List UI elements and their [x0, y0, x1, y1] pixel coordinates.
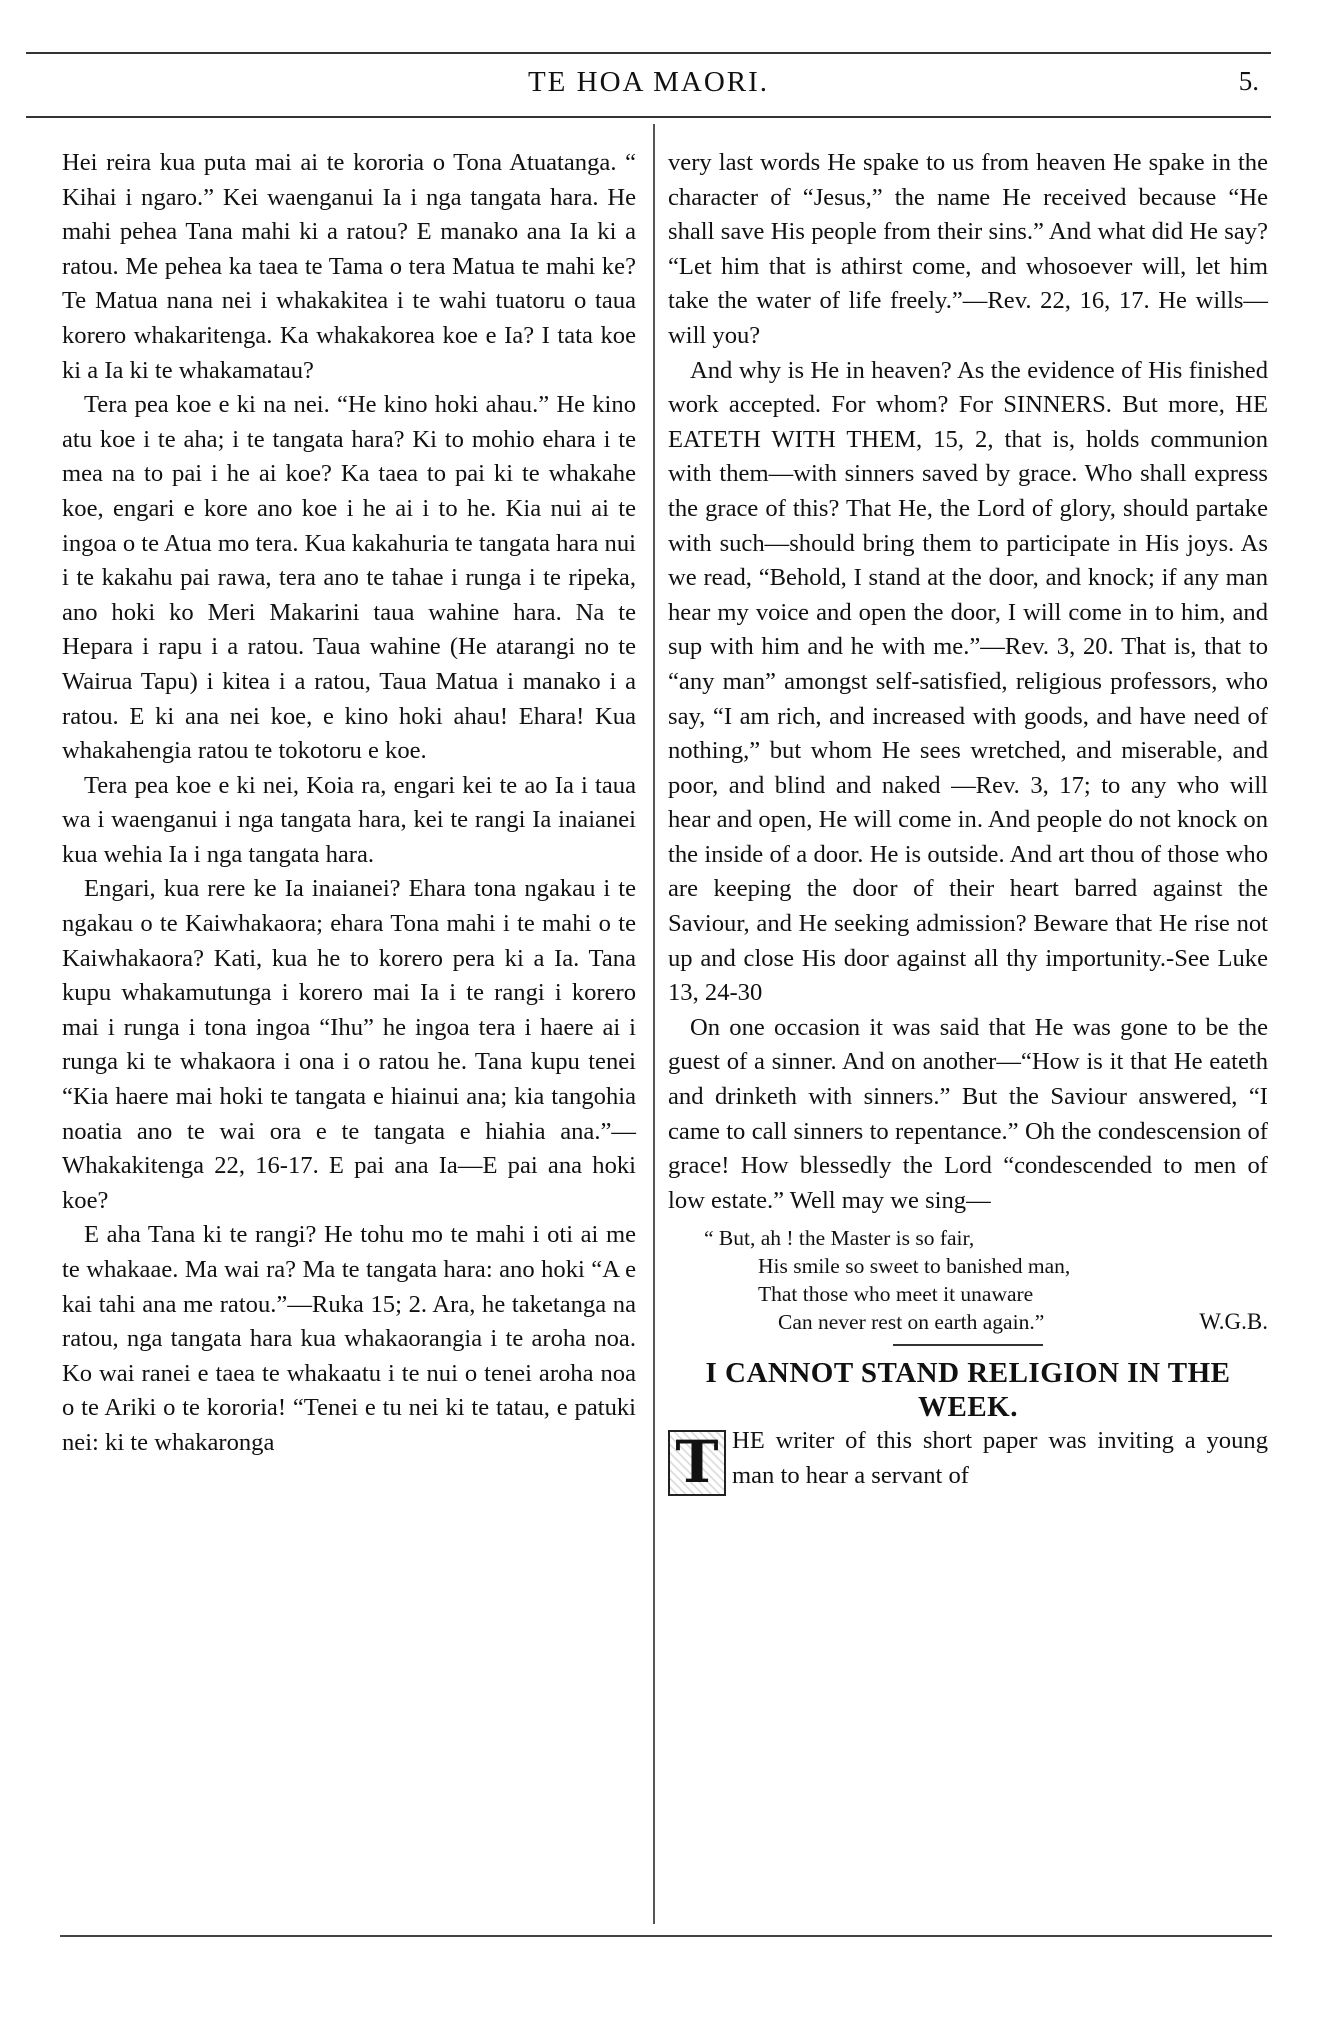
header-rule [26, 116, 1271, 118]
column-divider [653, 124, 655, 1924]
article-opening-text: HE writer of this short paper was inviting a young man to hear a servant of [732, 1427, 1268, 1489]
poem-signature: W.G.B. [1199, 1309, 1268, 1335]
section-rule [893, 1344, 1043, 1346]
poem-line: His smile so sweet to banished man, [758, 1254, 1071, 1279]
top-rule [26, 52, 1271, 54]
left-paragraph-3: Tera pea koe e ki nei, Koia ra, engari kei te ao Ia i taua wa i waenganui i nga tangata hara, kei te rangi Ia inaianei kua wehia Ia i nga tangata hara. [62, 771, 636, 868]
article-opening-paragraph [668, 1424, 1268, 1497]
section-heading: I CANNOT STAND RELIGION IN THE WEEK. [705, 1357, 1231, 1424]
running-title: TE HOA MAORI. [527, 66, 770, 98]
right-paragraph-1: very last words He spake to us from heaven He spake in the character of “Jesus,” the name He received because “He shall save His people from their sins.” And what did He say? “Let him that is athirst come, and whosoever will, let him take the water of life freely.”—Rev. 22, 16, 17. He wills—will you? [668, 149, 1268, 349]
left-column [62, 146, 636, 1461]
poem-line: “ But, ah ! the Master is so fair, [704, 1226, 975, 1251]
left-paragraph-2: Tera pea koe e ki na nei. “He kino hoki ahau.” He kino atu koe i te aha; i te tangata hara? Ki to mohio ehara i te mea na to pai i he ai koe? Ka taea to pai ki te whakahe koe, engari e kore ano koe i he ai i to he. Kia nui ai te ingoa o te Atua mo tera. Kua kakahuria te tangata hara nui i te kakahu pai rawa, tera ano te tahae i runga i te ripeka, ano hoki ko Meri Makarini taua wahine hara. Na te Hepara i rapu i a ratou. Taua wahine (He atarangi no te Wairua Tapu) i kitea i a ratou, Taua Matua i manako i a ratou. E ki ana nei koe, e kino hoki ahau! Ehara! Kua whakahengia ratou te tokotoru e koe. [62, 391, 636, 765]
left-paragraph-4: Engari, kua rere ke Ia inaianei? Ehara tona ngakau i te ngakau o te Kaiwhakaora; ehara Tona mahi i te mahi o te Kaiwhakaora? Kati, kua he to korero pera ki a Ia. Tana kupu whakamutunga i korero mai Ia i te rangi i korero mai i runga i tona ingoa “Ihu” he ingoa tera i haere ai i runga ki te whakaora i ona i o ratou he. Tana kupu tenei “Kia haere mai hoki te tangata e hiainui ana; kia tangohia noatia ano te wai ora e te tangata e hiahia ana.”—Whakakitenga 22, 16-17. E pai ana Ia—E pai ana hoki koe? [62, 875, 636, 1214]
right-paragraph-2: And why is He in heaven? As the evidence of His finished work accepted. For whom? For SINNERS. But more, HE EATETH WITH THEM, 15, 2, that is, holds communion with them—with sinners saved by grace. Who shall express the grace of this? That He, the Lord of glory, should partake with such—should bring them to participate in His joys. As we read, “Behold, I stand at the door, and knock; if any man hear my voice and open the door, I will come in to him, and sup with him and he with me.”—Rev. 3, 20. That is, that to “any man” amongst self-satisfied, religious professors, who say, “I am rich, and increased with goods, and have need of nothing,” but whom He sees wretched, and miserable, and poor, and blind and naked —Rev. 3, 17; to any who will hear and open, He will come in. And people do not knock on the inside of a door. He is outside. And art thou of those who are keeping the door of their heart barred against the Saviour, and He seeking admission? Beware that He rise not up and close His door against all thy importunity.-See Luke 13, 24-30 [668, 356, 1268, 1007]
left-paragraph-1: Hei reira kua puta mai ai te kororia o Tona Atuatanga. “ Kihai i ngaro.” Kei waenganui Ia i nga tangata hara. He mahi pehea Tana mahi ki a ratou? E manako ana Ia ki a ratou. Me pehea ka taea te Tama o tera Matua te mahi ke? Te Matua nana nei i whakakitea i te wahi tuatoru o taua korero whakaritenga. Ka whakakorea koe e Ia? I tata koe ki a Ia ki te whakamatau? [62, 149, 636, 384]
page-number: 5. [1238, 66, 1259, 96]
poem-last-line: Can never rest on earth again.” [778, 1310, 1045, 1335]
right-paragraph-3: On one occasion it was said that He was gone to be the guest of a sinner. And on another—“How is it that He eateth and drinketh with sinners.” But the Saviour answered, “I came to call sinners to repentance.” Oh the condescension of grace! How blessedly the Lord “condescended to men of low estate.” Well may we sing— [668, 1013, 1268, 1214]
poem-line: That those who meet it unaware [758, 1282, 1034, 1307]
bottom-rule [60, 1935, 1272, 1937]
left-paragraph-5: E aha Tana ki te rangi? He tohu mo te mahi i oti ai me te whakaae. Ma wai ra? Ma te tangata hara: ano hoki “A e kai tahi ana me ratou.”—Ruka 15; 2. Ara, he taketanga na ratou, nga tangata hara kua whakaorangia i te aroha noa. Ko wai ranei e taea te whakaatu i te nui o tenei aroha noa o te Ariki o te kororia! “Tenei e tu nei ki te tatau, e patuki nei: ki te whakaronga [62, 1221, 636, 1456]
dropcap-letter: T [668, 1430, 726, 1496]
poem-line [668, 1308, 1268, 1336]
right-column [668, 146, 1268, 1496]
page-header [26, 66, 1271, 106]
poem [668, 1224, 1268, 1336]
